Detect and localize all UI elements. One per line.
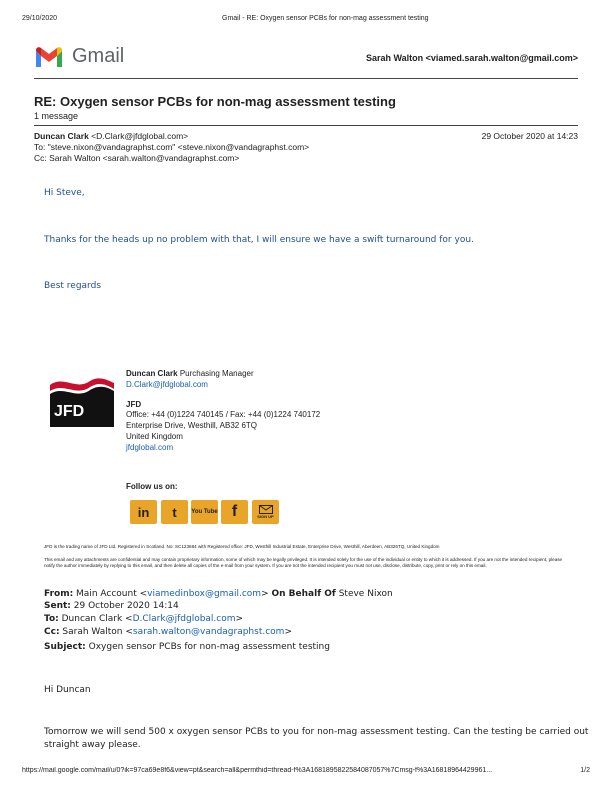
sender-email: <D.Clark@jfdglobal.com> bbox=[91, 131, 189, 141]
envelope-icon bbox=[259, 505, 273, 514]
jfd-logo-text: JFD bbox=[54, 403, 85, 420]
sig-email-link[interactable]: D.Clark@jfdglobal.com bbox=[126, 380, 208, 389]
sig-address2: United Kingdom bbox=[126, 432, 183, 441]
message-count: 1 message bbox=[34, 111, 79, 121]
fwd-cc-text: Sarah Walton < bbox=[62, 627, 133, 637]
sig-name-line bbox=[126, 369, 254, 378]
print-date: 29/10/2020 bbox=[22, 15, 58, 22]
sig-role: Purchasing Manager bbox=[179, 369, 254, 378]
fwd-from-text: Main Account < bbox=[76, 589, 148, 599]
fwd-subject bbox=[44, 642, 330, 652]
fwd-cc bbox=[44, 627, 292, 637]
fwd-cc-tail: > bbox=[284, 627, 292, 637]
print-url: https://mail.google.com/mail/u/0?ik=97ca69e8f6&view=pt&search=all&permthid=thread-f%3A1681895822584087057%7Cmsg-f%3A16818964429961... bbox=[22, 767, 493, 774]
youtube-icon-glyph: You Tube bbox=[191, 509, 218, 515]
sig-website-link[interactable]: jfdglobal.com bbox=[126, 443, 174, 452]
sig-follow-label: Follow us on: bbox=[126, 482, 178, 491]
jfd-logo bbox=[50, 375, 114, 427]
fwd-to-link[interactable]: D.Clark@jfdglobal.com bbox=[132, 614, 236, 624]
sig-name: Duncan Clark bbox=[126, 369, 178, 378]
fwd-behalf-name: Steve Nixon bbox=[338, 589, 393, 599]
fwd-to bbox=[44, 614, 243, 624]
fwd-sent-value: 29 October 2020 14:14 bbox=[73, 601, 179, 611]
facebook-icon[interactable] bbox=[221, 500, 248, 524]
twitter-icon-glyph: t bbox=[172, 504, 177, 520]
fwd-to-tail: > bbox=[235, 614, 244, 624]
youtube-icon[interactable] bbox=[191, 500, 218, 524]
fwd-body-line2: straight away please. bbox=[44, 740, 141, 750]
fwd-from-tail: > bbox=[261, 589, 269, 599]
fwd-from-link[interactable]: viamedinbox@gmail.com bbox=[147, 589, 262, 599]
sig-company: JFD bbox=[126, 400, 142, 409]
message-date: 29 October 2020 at 14:23 bbox=[481, 131, 578, 141]
gmail-logo-icon bbox=[34, 45, 64, 69]
fwd-cc-label: Cc: bbox=[44, 627, 60, 637]
sig-address1: Enterprise Drive, Westhill, AB32 6TQ bbox=[126, 421, 258, 430]
legal-disclaimer: This email and any attachments are confidential and may contain proprietary information, some of which may be legally privileged. It is intended solely for the use of the individual or entity to which it is addressed. If you are not the intended recipient, please notify the author immediately by replying to this email, and then delete all copies of the e-mail from your system. If you are not the intended recipient you must not use, disclose, distribute, copy, print or rely on this email. bbox=[44, 557, 563, 568]
sender-name: Duncan Clark bbox=[34, 131, 89, 141]
message-to: To: "steve.nixon@vandagraphst.com" <steve.nixon@vandagraphst.com> bbox=[34, 142, 310, 152]
fwd-behalf-label: On Behalf Of bbox=[271, 589, 336, 599]
print-page-number: 1/2 bbox=[580, 767, 590, 774]
email-signup-icon[interactable] bbox=[252, 500, 279, 524]
subject-divider bbox=[34, 125, 578, 126]
fwd-from-label: From: bbox=[44, 589, 74, 599]
fwd-to-label: To: bbox=[44, 614, 59, 624]
message-sender bbox=[34, 131, 188, 141]
fwd-sent bbox=[44, 601, 179, 611]
facebook-icon-glyph: f bbox=[231, 503, 238, 520]
signup-label: SIGN UP bbox=[257, 514, 274, 519]
thread-subject: RE: Oxygen sensor PCBs for non-mag assessment testing bbox=[34, 94, 396, 109]
print-title: Gmail - RE: Oxygen sensor PCBs for non-mag assessment testing bbox=[222, 15, 429, 22]
fwd-body-line1: Tomorrow we will send 500 x oxygen sensor PCBs to you for non-mag assessment testing. Can the testing be carried out bbox=[44, 727, 589, 737]
message-cc: Cc: Sarah Walton <sarah.walton@vandagraphst.com> bbox=[34, 153, 240, 163]
fwd-subject-value: Oxygen sensor PCBs for non-mag assessment testing bbox=[88, 642, 330, 652]
fwd-from bbox=[44, 589, 393, 599]
twitter-icon[interactable] bbox=[161, 500, 188, 524]
fwd-sent-label: Sent: bbox=[44, 601, 71, 611]
gmail-wordmark: Gmail bbox=[72, 45, 125, 67]
account-owner: Sarah Walton <viamed.sarah.walton@gmail.com> bbox=[365, 53, 578, 63]
fwd-to-text: Duncan Clark < bbox=[61, 614, 133, 624]
body-greeting: Hi Steve, bbox=[44, 188, 85, 198]
fwd-subject-label: Subject: bbox=[44, 642, 86, 652]
body-line: Thanks for the heads up no problem with that, I will ensure we have a swift turnaround for you. bbox=[44, 235, 474, 245]
fwd-greeting: Hi Duncan bbox=[44, 685, 91, 695]
linkedin-icon-glyph: in bbox=[137, 504, 150, 520]
sig-phone: Office: +44 (0)1224 740145 / Fax: +44 (0)1224 740172 bbox=[126, 410, 321, 419]
linkedin-icon[interactable] bbox=[130, 500, 157, 524]
legal-registration: JFD is the trading name of JFD Ltd. Registered in Scotland. No: SC123684 with Registered office: JFD, Westhill Industrial Estate, Enterprise Drive, Westhill, Aberdeen, AB326TQ, United Kingdom bbox=[44, 544, 440, 549]
fwd-cc-link[interactable]: sarah.walton@vandagraphst.com bbox=[132, 627, 285, 637]
header-divider bbox=[34, 78, 578, 79]
body-signoff: Best regards bbox=[44, 281, 102, 291]
